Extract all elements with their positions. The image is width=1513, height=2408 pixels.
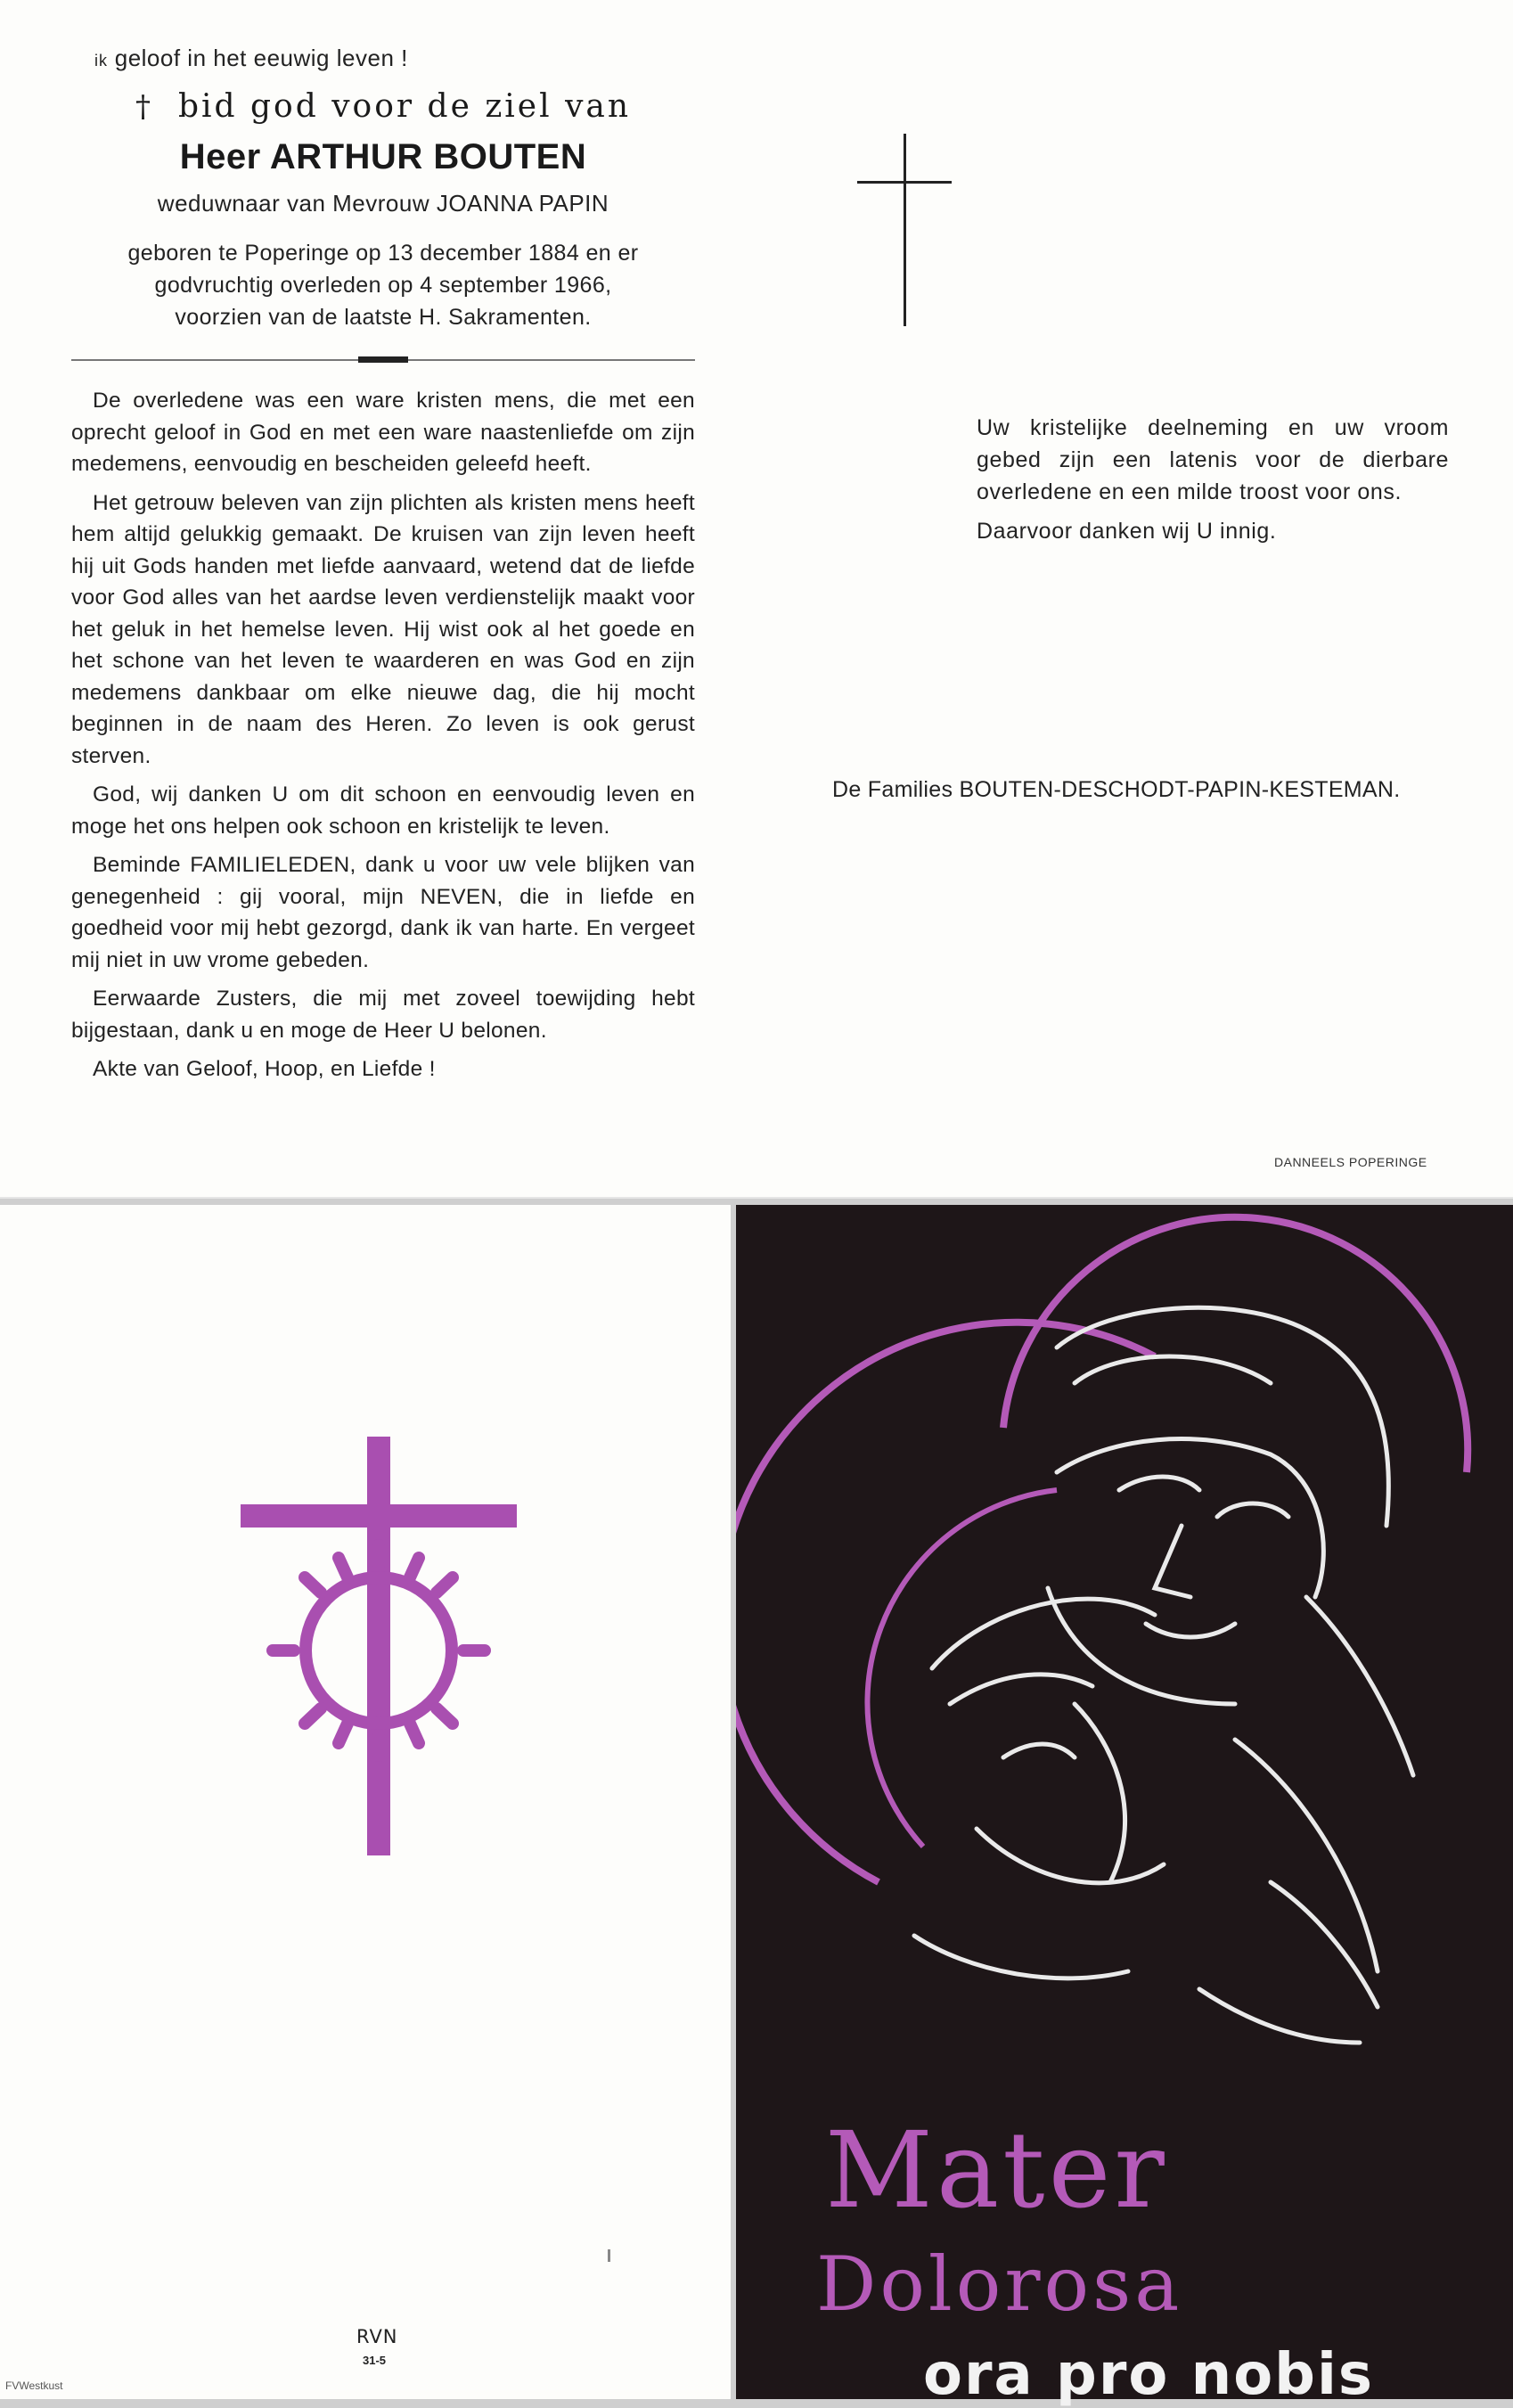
publisher-mark: RVN bbox=[356, 2326, 398, 2347]
intro-prefix: ik bbox=[94, 52, 108, 70]
born-line-1: geboren te Poperinge op 13 december 1884 en er bbox=[127, 241, 639, 266]
birth-death-info bbox=[71, 237, 695, 333]
cross-with-crown-of-thorns-icon bbox=[241, 1437, 517, 1855]
caption-line-1: Mater bbox=[825, 2109, 1168, 2232]
print-mark bbox=[608, 2249, 610, 2262]
right-text-panel bbox=[802, 0, 1513, 1199]
paragraph: Akte van Geloof, Hoop, en Liefde ! bbox=[93, 1057, 436, 1081]
watermark: FVWestkust bbox=[5, 2379, 63, 2392]
families-signature: De Families BOUTEN-DESCHODT-PAPIN-KESTEMAN. bbox=[832, 777, 1401, 802]
paragraph: God, wij danken U om dit schoon en eenvoudig leven en moge het ons helpen ook schoon en kristelijk te leven. bbox=[71, 782, 695, 839]
caption-line-3: ora pro nobis bbox=[923, 2342, 1374, 2408]
prayer-text: bid god voor de ziel van bbox=[177, 88, 632, 125]
caption-line-2: Dolorosa bbox=[816, 2240, 1183, 2328]
memorial-card-back bbox=[0, 1205, 731, 2399]
thanks-paragraph: Uw kristelijke deelneming en uw vroom gebed zijn een latenis voor de dierbare overledene en een milde troost voor ons. bbox=[977, 415, 1449, 504]
publisher-code: 31-5 bbox=[362, 2354, 387, 2367]
left-text-panel bbox=[71, 36, 695, 1093]
thanks-paragraph: Daarvoor danken wij U innig. bbox=[977, 519, 1277, 544]
deceased-name: Heer ARTHUR BOUTEN bbox=[179, 137, 587, 176]
memorial-card-inside bbox=[0, 0, 1513, 1199]
printer-credit: DANNEELS POPERINGE bbox=[1274, 1155, 1427, 1169]
divider-mark bbox=[358, 356, 408, 363]
widow-line: weduwnaar van Mevrouw JOANNA PAPIN bbox=[157, 190, 609, 217]
paragraph: Het getrouw beleven van zijn plichten als kristen mens heeft hem altijd gelukkig gemaakt. De kruisen van zijn leven heeft hij uit Gods handen met liefde aanvaard, wetend dat de liefde voor God alles van het aardse leven verdienstelijk maakt voor het geluk in het hemelse leven. Hij wist ook al het goede en het schone van het leven te waarderen en was God en zijn medemens dankbaar om elke nieuwe dag, die hij mocht beginnen in de naam des Heren. Zo leven is ook gerust sterven. bbox=[71, 490, 695, 768]
obituary-text bbox=[71, 385, 695, 1085]
prayer-line bbox=[71, 88, 695, 125]
memorial-card-front bbox=[736, 1205, 1513, 2408]
intro-line bbox=[71, 45, 695, 72]
paragraph: De overledene was een ware kristen mens, die met een oprecht geloof in God en met een ware naastenliefde om zijn medemens, eenvoudig en bescheiden geleefd heeft. bbox=[71, 389, 695, 476]
cross-icon bbox=[857, 134, 952, 326]
intro-text: geloof in het eeuwig leven ! bbox=[114, 45, 408, 71]
born-line-2: godvruchtig overleden op 4 september 1966, bbox=[154, 273, 612, 298]
paragraph: Beminde FAMILIELEDEN, dank u voor uw vele blijken van genegenheid : gij vooral, mijn NEVEN, die in liefde en goedheid voor mij hebt gezorgd, dank ik van harte. En vergeet mij niet in uw vrome gebeden. bbox=[71, 853, 695, 972]
thanks-text bbox=[977, 412, 1449, 554]
cross-icon: † bbox=[135, 89, 153, 125]
divider bbox=[71, 351, 695, 369]
born-line-3: voorzien van de laatste H. Sakramenten. bbox=[175, 305, 592, 330]
paragraph: Eerwaarde Zusters, die mij met zoveel toewijding hebt bijgestaan, dank u en moge de Heer U belonen. bbox=[71, 987, 695, 1043]
